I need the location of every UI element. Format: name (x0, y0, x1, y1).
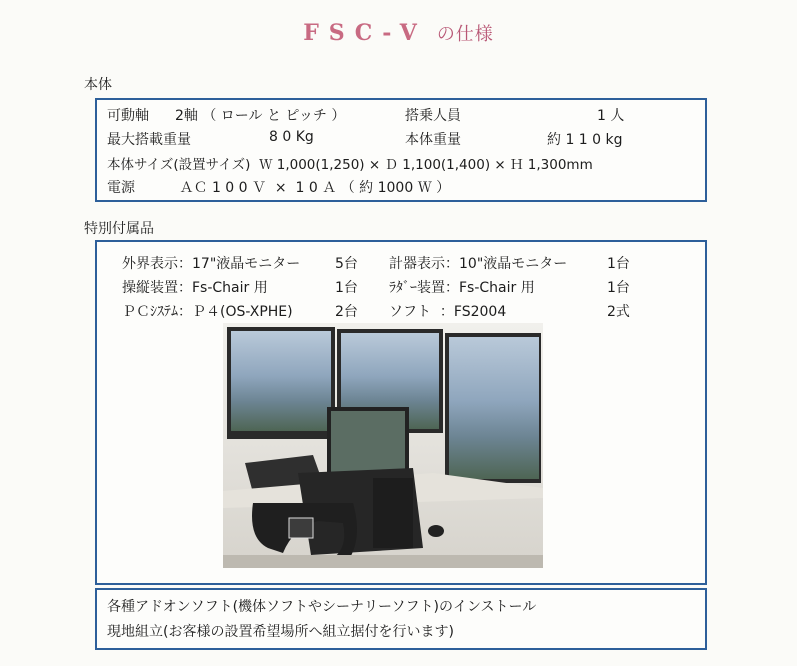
acc-instrument-display-qty: 1台 (607, 256, 630, 272)
acc-external-display-qty: 5台 (335, 256, 358, 272)
spec-value-crew: 1 人 (597, 108, 625, 124)
title-suffix: の仕様 (436, 24, 494, 45)
monitor-right (445, 333, 541, 483)
main-body-heading: 本体 (84, 77, 112, 93)
acc-pc-system: ＰＣｼｽﾃﾑ：Ｐ４(OS-XPHE) (122, 304, 293, 320)
spec-value-weight: 約 1 1 0 kg (547, 132, 623, 148)
acc-controls-qty: 1台 (335, 280, 358, 296)
acc-rudder-qty: 1台 (607, 280, 630, 296)
page-title (0, 20, 797, 50)
accessories-heading: 特別付属品 (84, 221, 154, 237)
main-body-box (95, 98, 707, 202)
simulator-photo (223, 323, 543, 568)
spec-label-axis: 可動軸 (107, 108, 149, 124)
spec-label-max-load: 最大搭載重量 (107, 132, 191, 148)
acc-pc-system-qty: 2台 (335, 304, 358, 320)
note-onsite-assembly: 現地組立(お客様の設置希望場所へ組立据付を行います) (107, 624, 454, 640)
acc-rudder: ﾗﾀﾞｰ装置：Fs-Chair 用 (389, 280, 535, 296)
product-name: FSC-V (303, 20, 427, 46)
spec-value-axis: 2軸 （ ロール と ピッチ ） (175, 108, 346, 124)
acc-software-qty: 2式 (607, 304, 630, 320)
spec-label-weight: 本体重量 (405, 132, 461, 148)
monitor-left (227, 327, 335, 439)
spec-label-crew: 搭乗人員 (405, 108, 461, 124)
acc-controls: 操縦装置：Fs-Chair 用 (122, 280, 268, 296)
spec-power: 電源 ＡＣ 1 0 0 Ｖ × 1 0 Ａ （ 約 1000 Ｗ ） (107, 180, 451, 196)
note-addon-install: 各種アドオンソフト(機体ソフトやシーナリーソフト)のインストール (107, 599, 537, 615)
acc-external-display: 外界表示：17"液晶モニター (122, 256, 301, 272)
spec-size: 本体サイズ(設置サイズ) Ｗ 1,000(1,250) × Ｄ 1,100(1,400) × Ｈ 1,300mm (107, 157, 593, 173)
notes-box (95, 588, 707, 650)
acc-software: ソフト ：FS2004 (389, 304, 507, 320)
spec-value-max-load: 8 0 Kg (269, 129, 314, 145)
acc-instrument-display: 計器表示：10"液晶モニター (389, 256, 568, 272)
